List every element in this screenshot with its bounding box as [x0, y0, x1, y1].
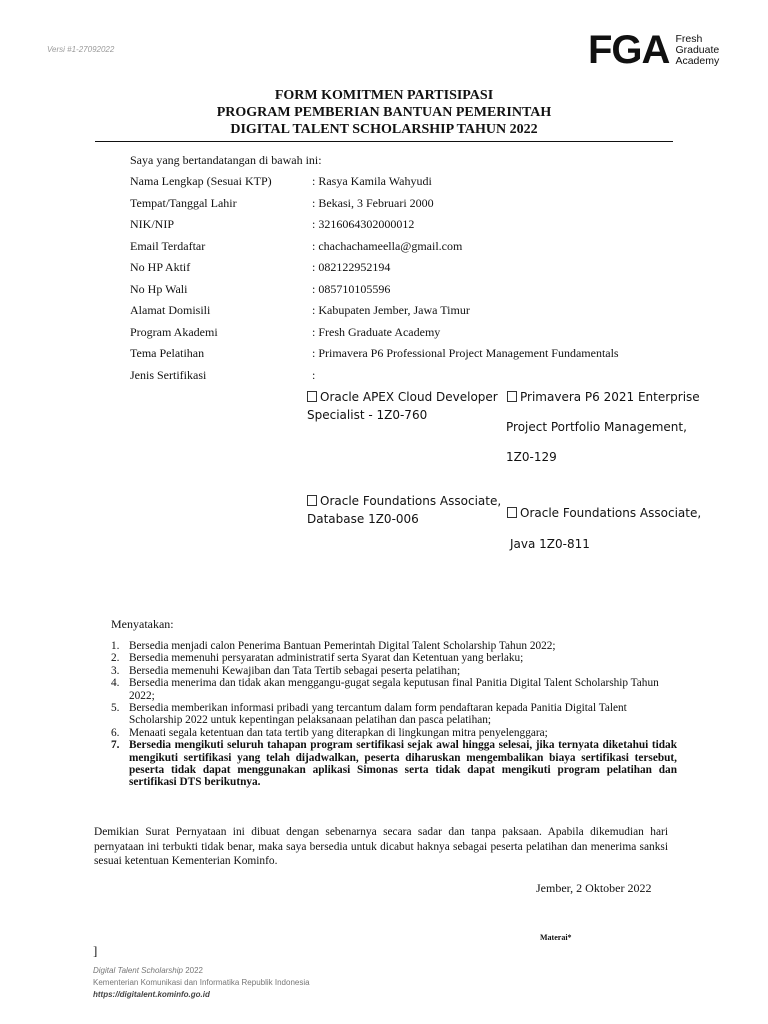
form-title-line-3: DIGITAL TALENT SCHOLARSHIP TAHUN 2022: [230, 122, 538, 137]
field-value-address: : Kabupaten Jember, Jawa Timur: [312, 303, 470, 317]
form-title-line-2: PROGRAM PEMBERIAN BANTUAN PEMERINTAH: [216, 105, 552, 120]
field-label-email: Email Terdaftar: [130, 239, 206, 253]
fga-logo: [588, 30, 719, 70]
field-label-birth: Tempat/Tanggal Lahir: [130, 196, 237, 210]
place-date: Jember, 2 Oktober 2022: [536, 881, 652, 895]
cert-option-apex[interactable]: [307, 390, 498, 405]
statement-item: 6. Menaati segala ketentuan dan tata tertib yang diterapkan di lingkungan mitra penyelenggara;: [111, 726, 548, 739]
field-value-certification: :: [312, 368, 316, 382]
field-label-nik: NIK/NIP: [130, 217, 174, 231]
footer-ministry: Kementerian Komunikasi dan Informatika Republik Indonesia: [93, 978, 310, 987]
statement-item: 1. Bersedia menjadi calon Penerima Bantuan Pemerintah Digital Talent Scholarship Tahun 2022;: [111, 640, 556, 652]
field-label-phone: No HP Aktif: [130, 260, 191, 274]
version-label: Versi #1-27092022: [47, 45, 115, 54]
statement-item: 4. Bersedia menerima dan tidak akan menggangu-gugat segala keputusan final Panitia Digital Talent Scholarship Tahun 2022;: [111, 677, 659, 702]
field-label-academy: Program Akademi: [130, 325, 218, 339]
logo-line-2: Graduate: [675, 43, 720, 56]
cert-java-line-1: Oracle Foundations Associate,: [520, 506, 702, 520]
field-label-guardian-phone: No Hp Wali: [130, 282, 188, 296]
closing-paragraph: Demikian Surat Pernyataan ini dibuat dengan sebenarnya secara sadar dan tanpa paksaan. Apabila dikemudian hari pernyataan ini terbukti tidak benar, maka saya bersedia untuk dicabut haknya sebagai peserta pelatihan dan menerima sanksi sesuai ketentuan Kementerian Kominfo.: [94, 826, 668, 868]
field-label-address: Alamat Domisili: [130, 303, 211, 317]
cert-apex-line-2: Specialist - 1Z0-760: [307, 408, 428, 422]
field-label-certification: Jenis Sertifikasi: [130, 368, 207, 382]
title-divider: [95, 141, 673, 142]
statement-heading: Menyatakan:: [111, 617, 174, 631]
logo-mark: FGA: [588, 28, 670, 72]
statement-item: 5. Bersedia memberikan informasi pribadi yang tercantum dalam form pendaftaran kepada Panitia Digital Talent Scholarship 2022 untuk kepentingan pelaksanaan pelatihan dan pasca pelatihan;: [111, 702, 627, 727]
field-value-academy: : Fresh Graduate Academy: [312, 325, 441, 339]
checkbox-icon[interactable]: [307, 391, 317, 402]
form-title-line-1: FORM KOMITMEN PARTISIPASI: [274, 88, 494, 103]
field-value-theme: : Primavera P6 Professional Project Management Fundamentals: [312, 346, 619, 360]
logo-line-3: Academy: [675, 54, 720, 67]
field-value-birth: : Bekasi, 3 Februari 2000: [312, 196, 434, 210]
cert-primavera-line-1: Primavera P6 2021 Enterprise: [520, 390, 700, 404]
field-value-name: : Rasya Kamila Wahyudi: [312, 174, 432, 188]
cert-primavera-line-3: 1Z0-129: [506, 450, 557, 464]
statement-list: [111, 640, 677, 789]
intro-text: Saya yang bertandatangan di bawah ini:: [130, 153, 322, 167]
cert-option-java[interactable]: [507, 506, 701, 521]
field-value-phone: : 082122952194: [312, 260, 391, 274]
field-value-nik: : 3216064302000012: [312, 217, 415, 231]
checkbox-icon[interactable]: [307, 495, 317, 506]
cert-java-line-2: Java 1Z0-811: [510, 537, 590, 551]
field-value-guardian-phone: : 085710105596: [312, 282, 391, 296]
cert-option-database[interactable]: [307, 494, 501, 509]
cert-primavera-line-2: Project Portfolio Management,: [506, 420, 687, 434]
materai-label: Materai*: [540, 933, 572, 942]
cert-apex-line-1: Oracle APEX Cloud Developer: [320, 390, 498, 404]
statement-item: 7. Bersedia mengikuti seluruh tahapan program sertifikasi sejak awal hingga selesai, jika ternyata diketahui tidak mengikuti sertifikasi yang telah dijadwalkan, peserta diharuskan mengembalikan biaya sertifikasi tersebut, peserta tidak dapat menggunakan aplikasi Simonas serta tidak dapat mengikuti program pelatihan dan sertifikasi DTS berikutnya.: [111, 739, 677, 789]
cert-db-line-2: Database 1Z0-006: [307, 512, 419, 526]
footer-url[interactable]: https://digitalent.kominfo.go.id: [93, 990, 210, 999]
cert-option-primavera[interactable]: [507, 390, 700, 405]
checkbox-icon[interactable]: [507, 507, 517, 518]
field-value-email: : chachachameella@gmail.com: [312, 239, 463, 253]
field-label-name: Nama Lengkap (Sesuai KTP): [130, 174, 272, 188]
checkbox-icon[interactable]: [507, 391, 517, 402]
footer-program: Digital Talent Scholarship 2022: [93, 966, 204, 975]
bracket-mark: ]: [93, 943, 98, 958]
statement-item: 2. Bersedia memenuhi persyaratan administratif serta Syarat dan Ketentuan yang berlaku;: [111, 652, 524, 665]
logo-line-1: Fresh: [675, 32, 703, 45]
logo-text: [675, 34, 719, 67]
statement-item: 3. Bersedia memenuhi Kewajiban dan Tata Tertib sebagai peserta pelatihan;: [111, 664, 461, 677]
cert-db-line-1: Oracle Foundations Associate,: [320, 494, 502, 508]
field-label-theme: Tema Pelatihan: [130, 346, 205, 360]
